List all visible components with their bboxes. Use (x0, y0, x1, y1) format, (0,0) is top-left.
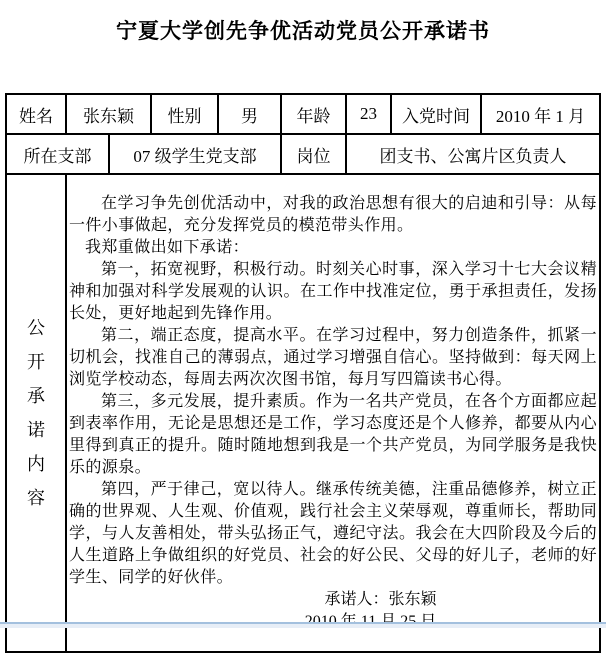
gender-label: 性别 (151, 94, 218, 134)
vertical-label-chars (9, 311, 63, 515)
table-row (6, 134, 600, 174)
vertical-label-char: 公 (27, 318, 45, 338)
table-row (6, 94, 600, 134)
page-title: 宁夏大学创先争优活动党员公开承诺书 (116, 20, 490, 43)
commitment-content-cell (66, 174, 600, 652)
window-bottom-edge (0, 622, 606, 628)
branch-value: 07 级学生党支部 (109, 134, 281, 174)
name-value: 张东颖 (66, 94, 151, 134)
commitment-section-label (6, 174, 66, 652)
branch-label: 所在支部 (6, 134, 109, 174)
commitment-paragraph: 第三，多元发展，提升素质。作为一名共产党员，在各个方面都应起到表率作用，无论是思想还是工作，学习态度还是个人修养，都要从内心里得到真正的提升。随时随地想到我是一个共产党员，为同学服务是我快乐的源泉。 (69, 393, 597, 476)
gender-value: 男 (218, 94, 281, 134)
commitment-paragraph: 第一，拓宽视野，积极行动。时刻关心时事，深入学习十七大会议精神和加强对科学发展观的认识。在工作中找准定位，勇于承担责任，发扬长处，更好地起到先锋作用。 (69, 261, 597, 322)
vertical-label-char: 内 (27, 454, 45, 474)
document-page (0, 15, 606, 628)
join-time-label: 入党时间 (391, 94, 481, 134)
name-label: 姓名 (6, 94, 66, 134)
post-label: 岗位 (281, 134, 346, 174)
vertical-label-char: 开 (27, 352, 45, 372)
table-row (6, 174, 600, 652)
post-value: 团支书、公寓片区负责人 (346, 134, 600, 174)
commitment-paragraph: 第四，严于律己，宽以待人。继承传统美德，注重品德修养，树立正确的世界观、人生观、价值观，践行社会主义荣辱观，尊重师长，帮助同学，与人友善相处，带头弘扬正气，遵纪守法。我会在大四阶段及今后的人生道路上争做组织的好党员、社会的好公民、父母的好儿子，老师的好学生、同学的好伙伴。 (69, 481, 597, 586)
vertical-label-char: 承 (27, 386, 45, 406)
commitment-paragraph: 我郑重做出如下承诺： (85, 239, 250, 256)
commitment-form-table (5, 93, 601, 653)
vertical-label-char: 容 (27, 488, 45, 508)
signer-line: 承诺人：张东颖 (324, 591, 437, 608)
join-time-value: 2010 年 1 月 (481, 94, 600, 134)
vertical-label-char: 诺 (27, 420, 45, 440)
commitment-paragraph: 在学习争先创优活动中，对我的政治思想有很大的启迪和引导：从每一件小事做起，充分发挥党员的模范带头作用。 (69, 195, 597, 234)
commitment-paragraph: 第二，端正态度，提高水平。在学习过程中，努力创造条件，抓紧一切机会，找准自己的薄弱点，通过学习增强自信心。坚持做到：每天网上浏览学校动态，每周去两次次图书馆，每月写四篇读书心得。 (69, 327, 597, 388)
age-value: 23 (346, 94, 391, 134)
age-label: 年龄 (281, 94, 346, 134)
